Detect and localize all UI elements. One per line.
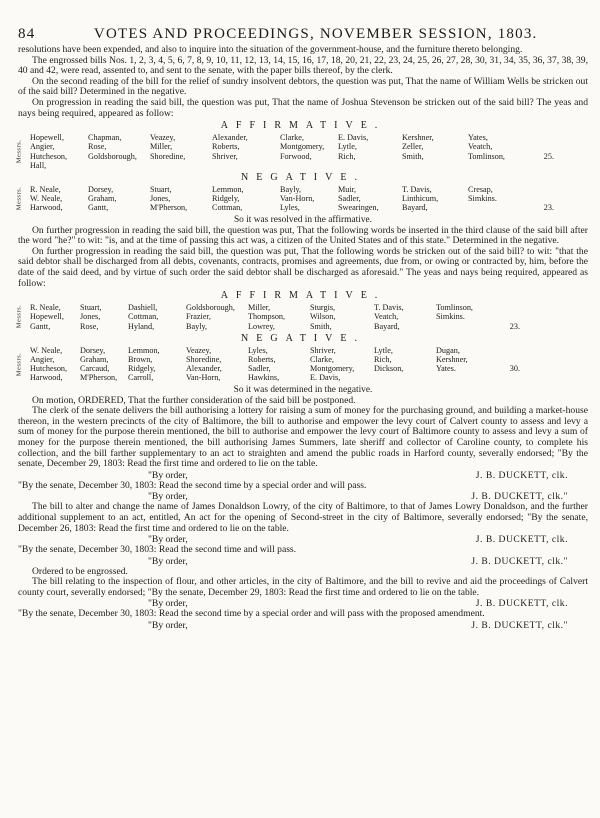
clerk-signature: J. B. DUCKETT, clk.: [475, 534, 568, 546]
name-row: [30, 373, 588, 382]
member-name: Graham,: [88, 194, 117, 204]
negative-list: [15, 345, 588, 383]
member-name: Chapman,: [88, 133, 122, 143]
member-name: [88, 161, 150, 170]
affirmative-list: [15, 133, 588, 170]
name-row: [30, 364, 588, 373]
member-name: Veazey,: [150, 133, 176, 143]
member-name: Jones,: [80, 312, 101, 322]
negative-heading: NEGATIVE.: [241, 171, 365, 183]
member-name: Miller,: [150, 142, 173, 152]
name-row: [30, 161, 588, 170]
by-order: "By order,: [148, 469, 188, 481]
page-header: [18, 26, 588, 43]
name-row: [30, 346, 588, 355]
member-name: Shoredine,: [150, 151, 186, 161]
member-name: Yates,: [468, 133, 488, 143]
name-row: [30, 142, 588, 151]
messrs-label: Messrs.: [15, 139, 23, 164]
name-row: [30, 322, 588, 331]
clerk-signature: J. B. DUCKETT, clk.": [471, 555, 568, 567]
name-row: [30, 355, 588, 364]
by-order: "By order,: [148, 555, 188, 567]
name-grid: [30, 185, 588, 213]
member-name: Veatch,: [374, 312, 399, 322]
vote-total: 23.: [543, 203, 554, 213]
member-name: Veazey,: [186, 345, 212, 355]
member-name: Hyland,: [128, 321, 155, 331]
name-grid: [30, 346, 588, 383]
name-grid: [30, 133, 588, 170]
clerk-signature: J. B. DUCKETT, clk.": [471, 620, 568, 632]
member-name: Clarke,: [280, 133, 304, 143]
endorsement: "By the senate, December 30, 1803: Read the second time by a special order and will pass with the proposed amendment.: [18, 608, 485, 620]
paragraph: Ordered to be engrossed.: [32, 565, 128, 577]
member-name: Van-Horn,: [186, 373, 221, 383]
paragraph: On motion, ORDERED, That the further consideration of the said bill be postponed.: [32, 394, 356, 406]
member-name: Hutcheson,: [30, 151, 68, 161]
member-name: Hutcheson,: [30, 364, 68, 374]
paragraph: The bill to alter and change the name of James Donaldson Lowry, of the city of Baltimore, to that of James Lowry Donaldson, and the further additional supplement to an act, entitled, An act for the opening of Second-street in the city of Baltimore, severally endorsed; "By the senate, December 26, 1803: Read the first time and ordered to lie on the table.: [18, 501, 588, 534]
member-name: Bayly,: [186, 321, 208, 331]
member-name: [436, 322, 496, 331]
member-name: Alexander,: [212, 133, 248, 143]
member-name: Jones,: [150, 194, 171, 204]
member-name: Shoredine,: [186, 354, 222, 364]
member-name: [436, 373, 496, 382]
member-name: Miller,: [248, 303, 271, 313]
member-name: Wilson,: [310, 312, 336, 322]
member-name: Van-Horn,: [280, 194, 315, 204]
member-name: Kershner,: [402, 133, 434, 143]
member-name: Frazier,: [186, 312, 211, 322]
member-name: Rich,: [374, 354, 392, 364]
member-name: Harwood,: [30, 203, 63, 213]
negative-list: [15, 184, 588, 213]
member-name: Thompson,: [248, 312, 286, 322]
member-name: Dorsey,: [88, 184, 114, 194]
member-name: Lemmon,: [128, 345, 160, 355]
vote-block-2: [15, 290, 588, 395]
member-name: [402, 161, 468, 170]
member-name: [338, 161, 402, 170]
member-name: Muir,: [338, 184, 357, 194]
member-name: [212, 161, 280, 170]
member-name: Lytle,: [338, 142, 357, 152]
vote-result: So it was resolved in the affirmative.: [233, 214, 373, 225]
member-name: Roberts,: [212, 142, 240, 152]
paragraph: On progression in reading the said bill, the question was put, That the name of Joshua Stevenson be stricken out of the said bill? The yeas and nays being required, appeared as follow:: [18, 96, 588, 119]
member-name: Roberts,: [248, 354, 276, 364]
member-name: Dugan,: [436, 345, 460, 355]
member-name: Dorsey,: [80, 345, 106, 355]
name-row: [30, 303, 588, 312]
paragraph: The engrossed bills Nos. 1, 2, 3, 4, 5, 6, 7, 8, 9, 10, 11, 12, 13, 14, 15, 16, 17, 18, 20, 21, 22, 23, 24, 25, 26, 27, 28, 30, 31, 34, 35, 36, 37, 38, 39, 40 and 42, were read, assented to, and sent to the senate, with the paper bills thereof, by the clerk.: [18, 54, 588, 77]
member-name: Shriver,: [212, 151, 238, 161]
vote-total: 23.: [509, 321, 520, 331]
member-name: Tomlinson,: [436, 303, 473, 313]
member-name: Smith,: [310, 321, 332, 331]
member-name: [468, 203, 530, 212]
member-name: E. Davis,: [310, 373, 341, 383]
member-name: Cottman,: [128, 312, 159, 322]
by-order: "By order,: [148, 534, 188, 546]
member-name: Goldsborough,: [88, 151, 137, 161]
member-name: [468, 161, 530, 170]
member-name: Montgomery,: [310, 364, 355, 374]
member-name: Sturgis,: [310, 303, 336, 313]
member-name: R. Neale,: [30, 303, 61, 313]
name-row: [30, 152, 588, 161]
page-number: 84: [18, 26, 36, 42]
member-name: Veatch,: [468, 142, 493, 152]
member-name: Montgomery,: [280, 142, 325, 152]
member-name: Simkins.: [436, 312, 465, 322]
paragraph: On further progression in reading the said bill, the question was put, That the following words be stricken out of the said bill? to wit: "that the said debtor shall be discharged from all debts, covenants, contracts, promises and agreements, due from, or owing or contracted by, him, before the date of the said deed, and by virtue of such order the said debtor shall be discharged as aforesaid." The yeas and nays being required, appeared as follow:: [18, 245, 588, 289]
member-name: E. Davis,: [338, 133, 369, 143]
member-name: Smith,: [402, 151, 424, 161]
member-name: Goldsborough,: [186, 303, 235, 313]
name-row: [30, 185, 588, 194]
clerk-signature: J. B. DUCKETT, clk.": [471, 491, 568, 503]
member-name: Angier,: [30, 142, 55, 152]
member-name: Lemmon,: [212, 184, 244, 194]
member-name: W. Neale,: [30, 194, 63, 204]
affirmative-list: [15, 303, 588, 331]
member-name: Bayard,: [402, 203, 428, 213]
name-row: [30, 194, 588, 203]
negative-heading: NEGATIVE.: [241, 332, 365, 344]
member-name: Lowrey,: [248, 321, 275, 331]
by-order: "By order,: [148, 620, 188, 632]
clerk-signature: J. B. DUCKETT, clk.: [475, 469, 568, 481]
member-name: Rose,: [88, 142, 107, 152]
member-name: Carcaud,: [80, 364, 110, 374]
member-name: Ridgely,: [212, 194, 240, 204]
member-name: Lytle,: [374, 345, 393, 355]
member-name: Lyles,: [280, 203, 300, 213]
member-name: Brown,: [128, 354, 153, 364]
member-name: Rose,: [80, 321, 99, 331]
messrs-label: Messrs.: [15, 305, 23, 329]
by-order: "By order,: [148, 491, 188, 503]
member-name: Stuart,: [150, 184, 172, 194]
member-name: Simkins.: [468, 194, 497, 204]
vote-total: 30.: [509, 364, 520, 374]
member-name: Sadler,: [248, 364, 271, 374]
document-page: [15, 26, 588, 632]
member-name: [374, 373, 436, 382]
member-name: W. Neale,: [30, 345, 63, 355]
member-name: Gantt,: [30, 321, 51, 331]
name-row: [30, 133, 588, 142]
member-name: Lyles,: [248, 345, 268, 355]
member-name: Hall,: [30, 160, 47, 170]
paragraph: The bill relating to the inspection of flour, and other articles, in the city of Baltimore, and the bill to revive and aid the proceedings of Calvert county court, severally endorsed; "By the senate, December 29, 1803: Read the first time and ordered to lie on the table.: [18, 576, 588, 598]
member-name: Zeller,: [402, 142, 424, 152]
affirmative-heading: AFFIRMATIVE.: [220, 290, 386, 302]
member-name: [150, 161, 212, 170]
affirmative-heading: AFFIRMATIVE.: [220, 120, 386, 132]
paragraph: On further progression in reading the said bill, the question was put, That the following words be inserted in the third clause of the said bill after the word "he?" to wit: "is, and at the time of passing this act was, a citizen of the United States and of this state." Determined in the negative.: [18, 224, 588, 247]
clerk-signature: J. B. DUCKETT, clk.: [475, 598, 568, 610]
member-name: M'Pherson,: [150, 203, 188, 213]
member-name: T. Davis,: [402, 184, 432, 194]
paragraph: On the second reading of the bill for the relief of sundry insolvent debtors, the question was put, That the name of William Wells be stricken out of the said bill? Determined in the negative.: [18, 75, 588, 98]
member-name: T. Davis,: [374, 303, 404, 313]
member-name: Harwood,: [30, 373, 63, 383]
member-name: Hawkins,: [248, 373, 280, 383]
by-order: "By order,: [148, 598, 188, 610]
endorsement: "By the senate, December 30, 1803: Read the second time and will pass.: [18, 544, 297, 556]
member-name: Tomlinson,: [468, 151, 505, 161]
member-name: M'Pherson,: [80, 373, 118, 383]
member-name: Alexander,: [186, 364, 222, 374]
vote-block-1: [15, 120, 588, 225]
member-name: Dashiell,: [128, 303, 158, 313]
member-name: Gantt,: [88, 203, 109, 213]
member-name: Yates.: [436, 364, 456, 374]
member-name: Clarke,: [310, 354, 334, 364]
member-name: Swearingen,: [338, 203, 379, 213]
member-name: Bayard,: [374, 321, 400, 331]
page-title: VOTES AND PROCEEDINGS, NOVEMBER SESSION, 1803.: [93, 26, 538, 42]
member-name: R. Neale,: [30, 184, 61, 194]
member-name: Carroll,: [128, 373, 154, 383]
endorsement: "By the senate, December 30, 1803: Read the second time by a special order and will pass.: [18, 479, 367, 491]
name-row: [30, 312, 588, 321]
member-name: Ridgely,: [128, 364, 156, 374]
messrs-label: Messrs.: [15, 352, 23, 376]
paragraph: resolutions have been expended, and also to inquire into the situation of the government-house, and the furniture thereto belonging.: [18, 44, 523, 55]
member-name: [280, 161, 338, 170]
member-name: Shriver,: [310, 345, 336, 355]
name-row: [30, 203, 588, 212]
vote-result: So it was determined in the negative.: [233, 384, 373, 395]
messrs-label: Messrs.: [15, 186, 23, 211]
vote-total: 25.: [543, 151, 554, 161]
member-name: Hopewell,: [30, 133, 64, 143]
member-name: Bayly,: [280, 184, 302, 194]
member-name: Stuart,: [80, 303, 102, 313]
member-name: Kershner,: [436, 354, 468, 364]
member-name: Cottman,: [212, 203, 243, 213]
member-name: Angier,: [30, 354, 55, 364]
member-name: Dickson,: [374, 364, 404, 374]
name-grid: [30, 303, 588, 331]
paragraph: The clerk of the senate delivers the bill authorising a lottery for raising a sum of money for the purchasing ground, and building a market-house thereon, in the western precincts of the city of Baltimore, the bill to authorise and empower the levy court of Calvert county to assess and levy a sum of money for the purpose therein mentioned, the bill to authorise and empower the levy court of Baltimore county to assess and levy a sum of money for the purpose therein mentioned, the bill authorising James Summers, late sheriff and collector of Caroline county, to complete his collection, and the bill farther supplementary to an act to straighten and amend the public roads in Harford county, severally endorsed; "By the senate, December 29, 1803: Read the first time and ordered to lie on the table.: [18, 405, 588, 470]
member-name: Cresap,: [468, 184, 493, 194]
member-name: Rich,: [338, 151, 356, 161]
member-name: Forwood,: [280, 151, 312, 161]
member-name: Hopewell,: [30, 312, 64, 322]
member-name: Linthicum,: [402, 194, 439, 204]
member-name: Sadler,: [338, 194, 361, 204]
member-name: Graham,: [80, 354, 109, 364]
signature-line: [18, 620, 588, 631]
